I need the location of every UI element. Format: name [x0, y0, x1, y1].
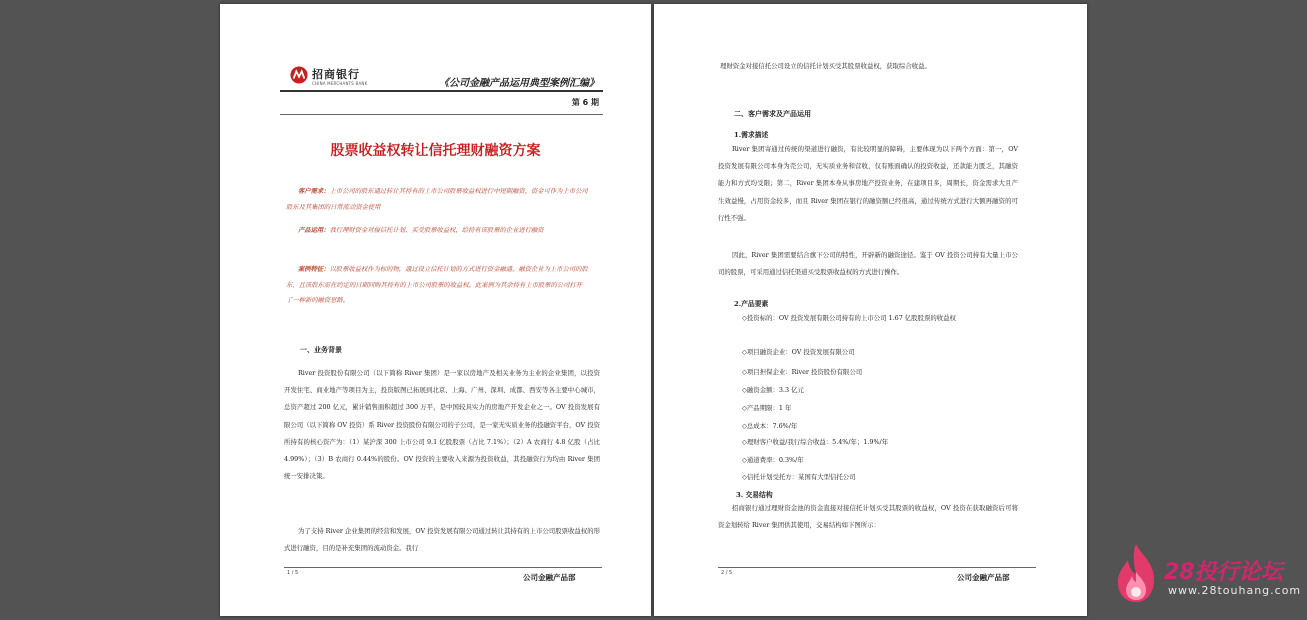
summary-product-usage: 产品运用：我行理财资金对接信托计划、买受股票收益权，给持有该股票的企业进行融资 [298, 227, 544, 234]
subheading-transaction-structure: 3. 交易结构 [736, 491, 773, 499]
section-heading-needs: 二、客户需求及产品运用 [734, 110, 811, 118]
header-divider [280, 90, 603, 92]
section-heading-background: 一、业务背景 [300, 346, 342, 354]
watermark-url: www.28touhang.com [1168, 584, 1302, 597]
element-channel-fee: ◇通道费率：0.3%/年 [742, 456, 804, 464]
element-financing-company: ◇项目融资企业：OV 投资发展有限公司 [742, 348, 855, 356]
page-number: 2 / 5 [721, 570, 733, 576]
page-number: 1 / 5 [287, 570, 299, 576]
bank-logo-name: 招商银行 [312, 68, 360, 81]
footer-divider [718, 567, 1036, 568]
structure-paragraph: 招商银行通过理财资金池的资金直接对接信托计划买受其股票的收益权，OV 投资在获取融资后可将资金划转给 River 集团供其使用，交易结构如下图所示： [718, 504, 1018, 530]
footer-divider [284, 567, 602, 568]
background-paragraph: River 投资股份有限公司（以下简称 River 集团）是一家以房地产及相关业务为主业的企业集团，以投资开发住宅、商业地产等项目为主，投资版图已拓展到北京、上海、广州、深圳、成都、西安等各主要中心城市，总资产超过 200 亿元，累计销售面积超过 300 万平，是中国较具实力的房地产开发企业之一。OV 投资发展有限公司（以下简称 OV 投资）系 River 投资股份有限公司的子公司，是一家无实质业务的投融资平台，OV 投资所持有的核心资产为：（1）某沪深 300 上市公司 9.1 亿股股票（占比 7.1%）；（2）A 农商行 4.8 亿股（占比 4.99%）；（3）B 农商行 0.44%的股份。OV 投资的主要收入来源为投资收益，其投融资行为均由 River 集团统一安排决策。 [284, 369, 600, 481]
element-guarantor: ◇项目担保企业：River 投资股份有限公司 [742, 368, 863, 376]
subheading-product-elements: 2.产品要素 [734, 300, 769, 308]
background-paragraph-2: 为了支持 River 企业集团的经营和发展，OV 投资发展有限公司通过转让其持有的上市公司股票收益权的形式进行融资，目的是补充集团的流动资金。我行 [284, 527, 600, 553]
element-investment-target: ◇投资标的：OV 投资发展有限公司持有的上市公司 1.67 亿股股票的收益权 [742, 314, 956, 322]
document-title: 股票收益权转让信托理财融资方案 [330, 143, 541, 159]
document-page-1 [220, 4, 651, 616]
needs-paragraph: River 集团寄通过传统的渠道进行融资，有比较明显的障碍，主要体现为以下两个方面：第一，OV 投资发展有限公司本身为壳公司，无实质业务和营收，仅有账面确认的投资收益，还款能力匮乏，其融资能力和方式均受限；第二，River 集团本身从事房地产投资业务，在建项目多，周期长，资金需求大且产生效益慢，占用资金较多，而且 River 集团在银行的融资额已经很高，通过传统方式进行大额再融资的可行性不强。 [718, 145, 1018, 222]
footer-department: 公司金融产品部 [957, 573, 1010, 582]
document-page-2 [654, 4, 1087, 616]
subheading-needs-description: 1.需求描述 [734, 131, 769, 139]
bank-logo-subtitle: CHINA MERCHANTS BANK [312, 81, 368, 86]
needs-paragraph-2: 因此，River 集团需要结合旗下公司的特性，开辟新的融资途径。鉴于 OV 投资公司持有大量上市公司的股票，可采用通过信托渠道买受股票收益权的方式进行操作。 [718, 251, 1018, 277]
summary-customer-needs: 客户需求：上市公司的股东通过转让其持有的上市公司股票收益权进行中短期融资，资金可作为上市公司股东及其集团的日常流动资金使用 [286, 188, 588, 211]
summary-case-features: 案例特征：以股票收益权作为标的物，通过设立信托计划的方式进行资金融通。融资企业为上市公司的股东，且该股东需在约定的日期回购其持有的上市公司股票的收益权。此案例为其余持有上市股票的公司打开了一种新的融资思路。 [286, 266, 588, 304]
flame-logo-icon [1114, 542, 1160, 604]
element-returns: ◇理财客户收益/我行综合收益：5.4%/年；1.9%/年 [742, 438, 889, 446]
issue-number: 第 6 期 [571, 98, 599, 107]
cmb-logo-icon [290, 66, 308, 84]
continued-text: 理财资金对接信托公司设立的信托计划买受其股票收益权，获取综合收益。 [720, 62, 931, 70]
element-trustee: ◇信托计划受托方：某国有大型信托公司 [742, 473, 856, 481]
element-total-cost: ◇总成本：7.6%/年 [742, 422, 798, 430]
footer-department: 公司金融产品部 [523, 573, 576, 582]
site-watermark [1110, 540, 1300, 610]
element-financing-amount: ◇融资金额：3.3 亿元 [742, 386, 804, 394]
issue-divider [280, 114, 603, 115]
header-title: 《公司金融产品运用典型案例汇编》 [439, 78, 599, 89]
element-term: ◇产品期限：1 年 [742, 404, 792, 412]
watermark-brand-name: 28投行论坛 [1164, 560, 1283, 585]
